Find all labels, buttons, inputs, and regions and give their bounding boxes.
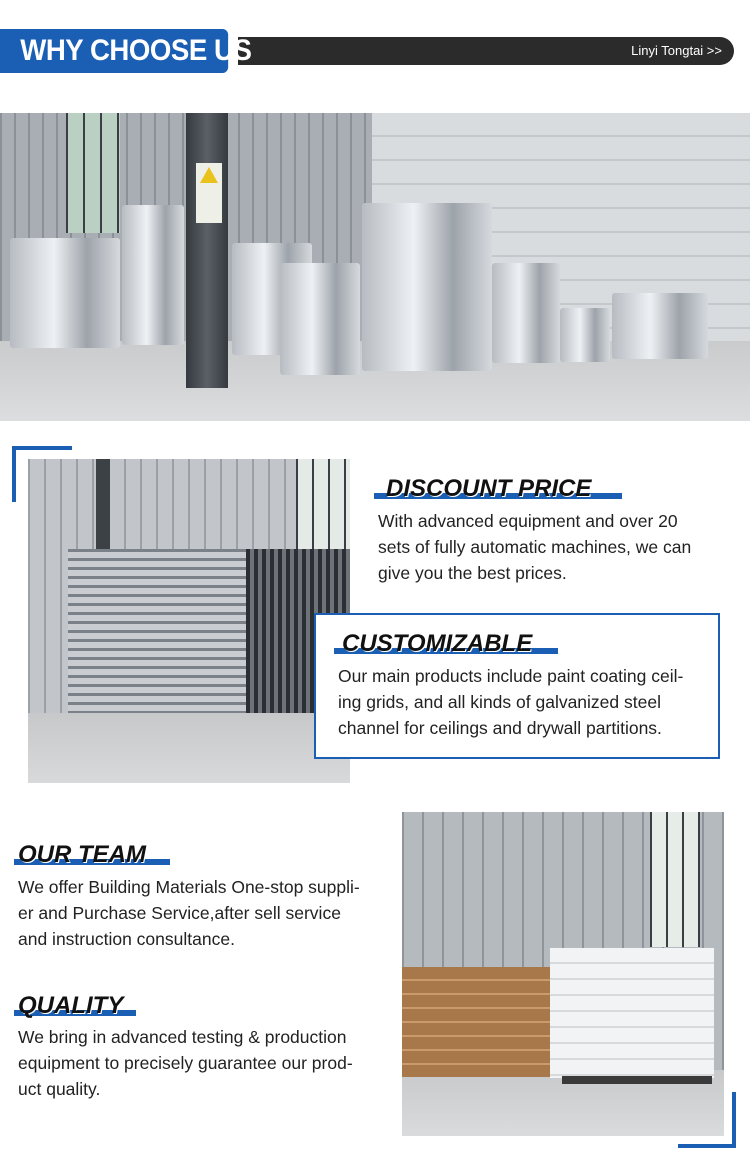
section-heading-our-team: OUR TEAM xyxy=(18,841,146,868)
text-line: We bring in advanced testing & production xyxy=(18,1027,347,1047)
steel-coil xyxy=(560,308,610,362)
steel-pillar xyxy=(186,113,228,388)
steel-coil xyxy=(362,203,492,371)
section-text-our-team xyxy=(18,874,398,952)
text-line: uct quality. xyxy=(18,1079,101,1099)
text-line: give you the best prices. xyxy=(378,563,567,583)
pallet xyxy=(562,1076,712,1084)
steel-coil xyxy=(280,263,360,375)
corner-bracket xyxy=(678,1144,736,1148)
text-line: ing grids, and all kinds of galvanized steel xyxy=(338,692,661,712)
text-line: We offer Building Materials One-stop suppli- xyxy=(18,877,360,897)
text-line: equipment to precisely guarantee our prod- xyxy=(18,1053,353,1073)
steel-channels-photo xyxy=(28,459,350,783)
cardboard-box-stack xyxy=(402,967,562,1077)
section-heading-customizable: CUSTOMIZABLE xyxy=(342,630,533,657)
section-text-discount-price xyxy=(378,508,738,586)
warehouse-window xyxy=(296,459,350,549)
warning-triangle-icon xyxy=(200,167,218,183)
text-line: channel for ceilings and drywall partitions. xyxy=(338,718,662,738)
warehouse-window xyxy=(66,113,120,233)
steel-coil xyxy=(122,205,184,345)
corner-bracket xyxy=(12,446,72,450)
text-line: With advanced equipment and over 20 xyxy=(378,511,678,531)
warehouse-window xyxy=(650,812,700,947)
text-line: sets of fully automatic machines, we can xyxy=(378,537,692,557)
section-heading-quality: QUALITY xyxy=(18,992,124,1019)
text-line: and instruction consultance. xyxy=(18,929,235,949)
steel-coil xyxy=(10,238,120,348)
text-line: Our main products include paint coating ceil- xyxy=(338,666,684,686)
corner-bracket xyxy=(12,446,16,502)
warehouse-coils-photo xyxy=(0,113,750,421)
steel-coil xyxy=(492,263,560,363)
company-link[interactable]: Linyi Tongtai >> xyxy=(631,43,722,58)
white-box-stack xyxy=(550,948,714,1078)
section-text-quality xyxy=(18,1024,398,1102)
corner-bracket xyxy=(732,1092,736,1148)
steel-coil xyxy=(612,293,708,359)
boxed-products-photo xyxy=(402,812,724,1136)
page-title: WHY CHOOSE US xyxy=(0,29,228,73)
warehouse-floor xyxy=(28,713,350,783)
section-heading-discount-price: DISCOUNT PRICE xyxy=(386,475,592,502)
section-text-customizable xyxy=(338,663,718,741)
text-line: er and Purchase Service,after sell service xyxy=(18,903,341,923)
